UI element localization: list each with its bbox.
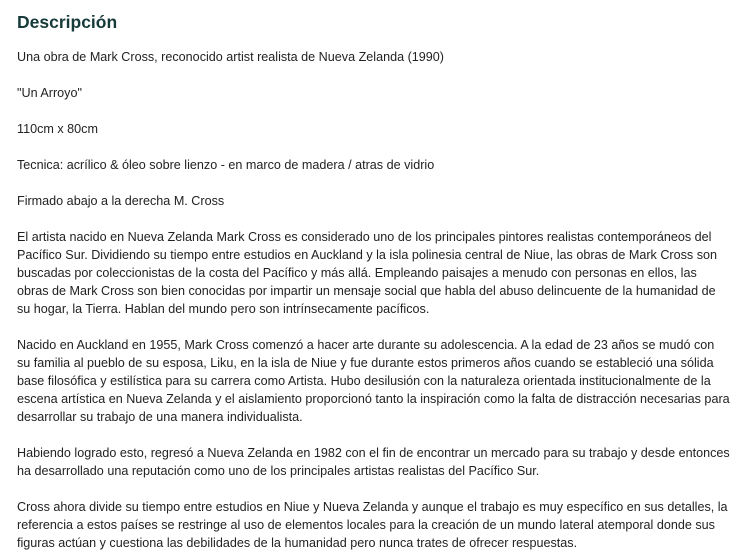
artwork-technique: Tecnica: acrílico & óleo sobre lienzo - en marco de madera / atras de vidrio	[17, 158, 435, 172]
artist-bio-paragraph-2: Nacido en Auckland en 1955, Mark Cross comenzó a hacer arte durante su adolescencia. A la edad de 23 años se mudó con su familia al pueblo de su esposa, Liku, en la isla de Niue y fue durante estos primeros años cuando se estableció una sólida base filosófica y estilística para su carrera como Artista. Hubo desilusión con la naturaleza orientada institucionalmente de la escena artística en Nueva Zelanda y el aislamiento proporcionó tanto la inspiración como la falta de distracción necesarias para desarrollar su trabajo de una manera individualista.	[17, 338, 730, 424]
artwork-dimensions: 110cm x 80cm	[17, 122, 98, 136]
artist-bio-paragraph-1: El artista nacido en Nueva Zelanda Mark Cross es considerado uno de los principales pintores realistas contemporáneos del Pacífico Sur. Dividiendo su tiempo entre estudios en Auckland y la isla polinesia central de Niue, las obras de Mark Cross son buscadas por coleccionistas de la costa del Pacífico y más allá. Empleando paisajes a menudo con personas en ellos, las obras de Mark Cross son bien conocidas por impartir un mensaje social que habla del abuso delincuente de la humanidad de su hogar, la Tierra. Hablan del mundo pero son intrínsecamente pacíficos.	[17, 230, 718, 316]
artist-bio-paragraph-4: Cross ahora divide su tiempo entre estudios en Niue y Nueva Zelanda y aunque el trabajo es muy específico en sus detalles, la referencia a estos países se restringe al uso de elementos locales para la creación de un mundo lateral atemporal donde sus figuras actúan y cuestiona las debilidades de la humanidad pero nunca trates de ofrecer respuestas.	[17, 500, 728, 550]
artwork-signature: Firmado abajo a la derecha M. Cross	[17, 194, 225, 208]
artwork-intro: Una obra de Mark Cross, reconocido artist realista de Nueva Zelanda (1990)	[17, 50, 445, 64]
artist-bio-paragraph-3: Habiendo logrado esto, regresó a Nueva Zelanda en 1982 con el fin de encontrar un mercado para su trabajo y desde entonces ha desarrollado una reputación como uno de los principales artistas realistas del Pacífico Sur.	[17, 446, 730, 478]
artwork-title: "Un Arroyo"	[17, 86, 82, 100]
description-heading: Descripción	[17, 12, 118, 32]
